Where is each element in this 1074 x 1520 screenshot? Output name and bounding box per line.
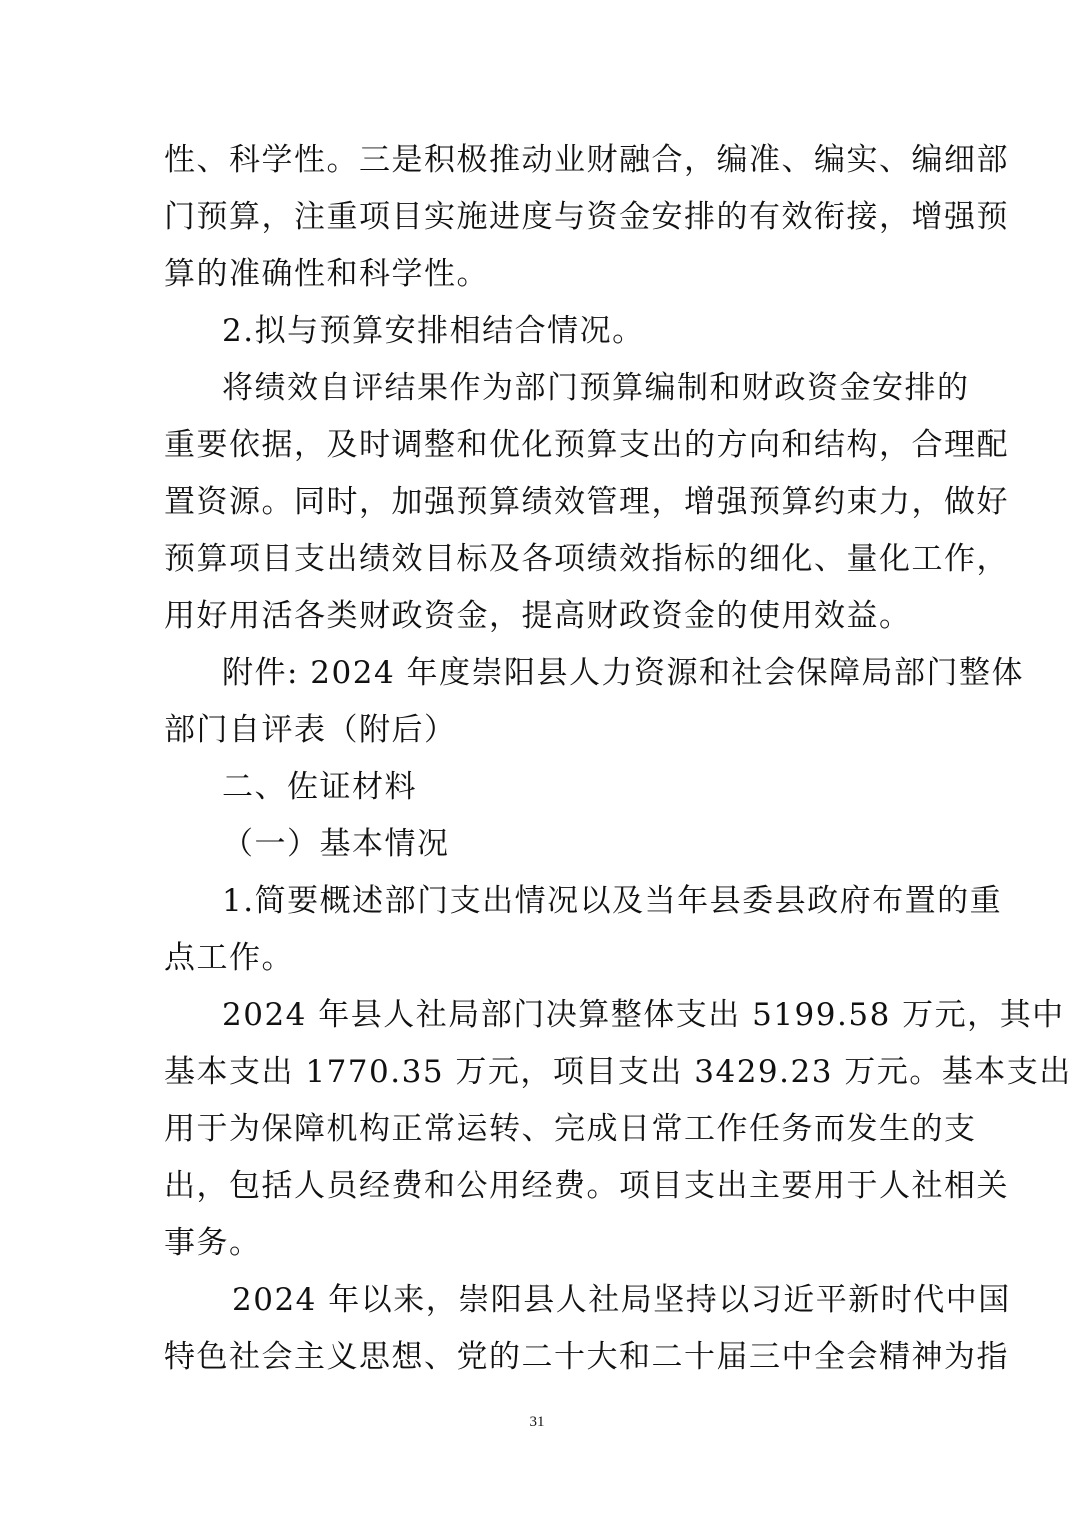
paragraph-line: 事务。 [164, 1225, 262, 1261]
paragraph-line: 预算项目支出绩效目标及各项绩效指标的细化、量化工作， [164, 541, 1009, 577]
section-subheading: 2.拟与预算安排相结合情况。 [222, 313, 645, 349]
paragraph-line: 基本支出 1770.35 万元，项目支出 3429.23 万元。基本支出 [164, 1054, 1072, 1090]
paragraph-line: 用于为保障机构正常运转、完成日常工作任务而发生的支 [164, 1111, 977, 1147]
page-number: 31 [529, 1414, 545, 1430]
paragraph-line: 将绩效自评结果作为部门预算编制和财政资金安排的 [222, 370, 970, 406]
paragraph-line: 性、科学性。三是积极推动业财融合，编准、编实、编细部 [164, 142, 1009, 178]
paragraph-line: 1.简要概述部门支出情况以及当年县委县政府布置的重 [222, 883, 1003, 919]
paragraph-line: 重要依据，及时调整和优化预算支出的方向和结构，合理配 [164, 427, 1009, 463]
paragraph-line: 置资源。同时，加强预算绩效管理，增强预算约束力，做好 [164, 484, 1009, 520]
paragraph-line: 2024 年以来，崇阳县人社局坚持以习近平新时代中国 [232, 1282, 1011, 1318]
paragraph-line: 点工作。 [164, 940, 294, 976]
paragraph-line: 出，包括人员经费和公用经费。项目支出主要用于人社相关 [164, 1168, 1009, 1204]
section-heading: 二、佐证材料 [222, 769, 417, 805]
section-subheading: （一）基本情况 [222, 826, 450, 862]
paragraph-line: 特色社会主义思想、党的二十大和二十届三中全会精神为指 [164, 1339, 1009, 1375]
attachment-note: 附件: 2024 年度崇阳县人力资源和社会保障局部门整体 [222, 655, 1025, 691]
paragraph-line: 算的准确性和科学性。 [164, 256, 489, 292]
paragraph-line: 2024 年县人社局部门决算整体支出 5199.58 万元，其中 [222, 997, 1065, 1033]
attachment-note: 部门自评表（附后） [164, 712, 457, 748]
paragraph-line: 门预算，注重项目实施进度与资金安排的有效衔接，增强预 [164, 199, 1009, 235]
paragraph-line: 用好用活各类财政资金，提高财政资金的使用效益。 [164, 598, 912, 634]
